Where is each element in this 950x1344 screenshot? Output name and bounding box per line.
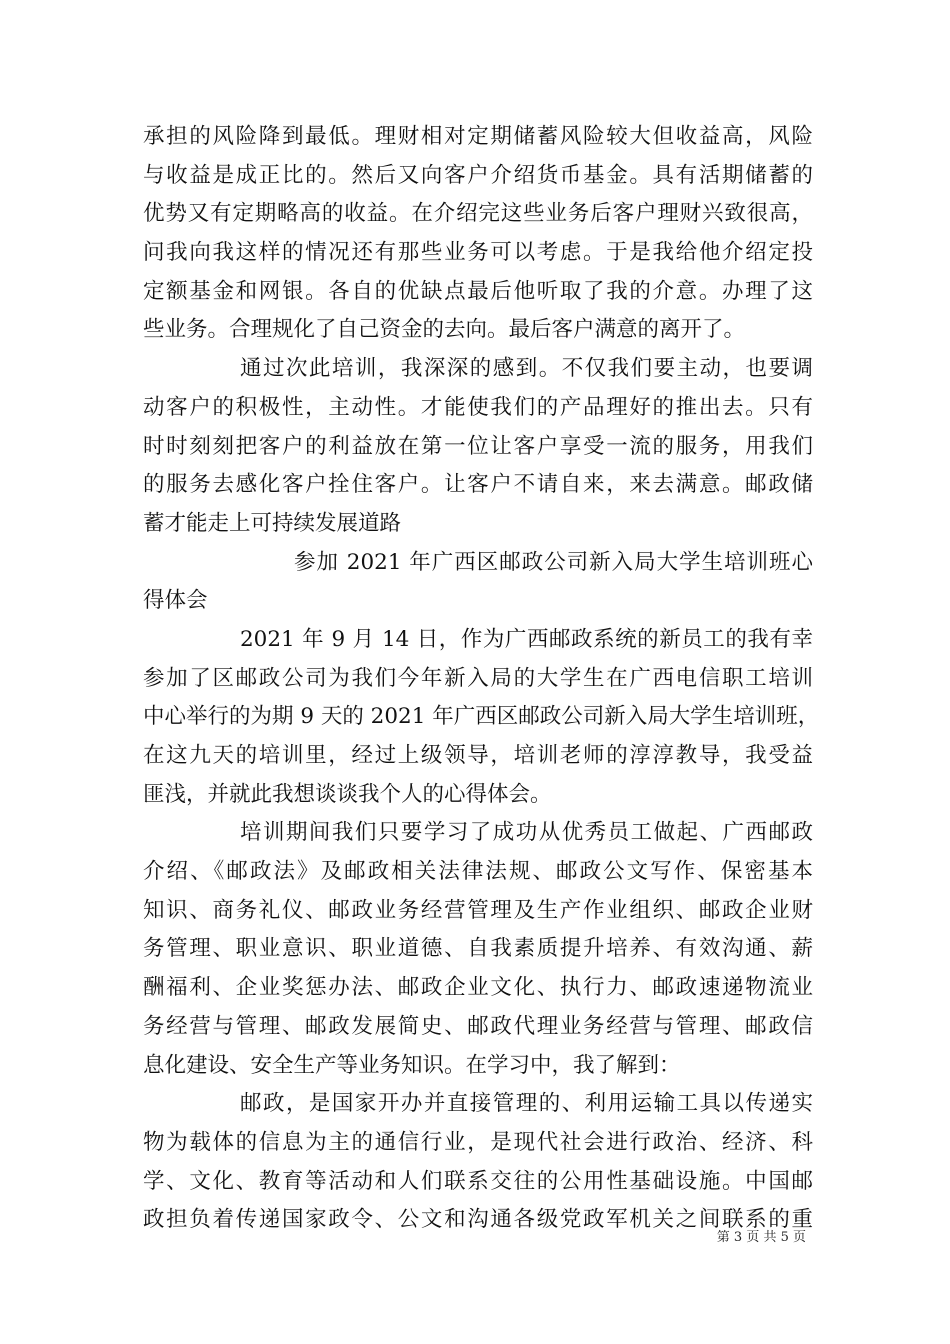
text-line: 知识、商务礼仪、邮政业务经营管理及生产作业组织、邮政企业财	[143, 897, 813, 923]
text-line: 介绍、《邮政法》及邮政相关法律法规、邮政公文写作、保密基本	[143, 859, 813, 885]
text-line: 定额基金和网银。各自的优缺点最后他听取了我的介意。办理了这	[143, 278, 813, 304]
text-line: 务管理、职业意识、职业道德、自我素质提升培养、有效沟通、薪	[143, 936, 813, 962]
text-line: 时时刻刻把客户的利益放在第一位让客户享受一流的服务，用我们	[143, 433, 813, 459]
text-line: 优势又有定期略高的收益。在介绍完这些业务后客户理财兴致很高，	[143, 201, 813, 227]
text-line: 匪浅，并就此我想谈谈我个人的心得体会。	[143, 781, 552, 807]
text-line: 动客户的积极性，主动性。才能使我们的产品理好的推出去。只有	[143, 394, 813, 420]
text-line: 些业务。合理规化了自己资金的去向。最后客户满意的离开了。	[143, 317, 746, 343]
text-line: 与收益是成正比的。然后又向客户介绍货币基金。具有活期储蓄的	[143, 162, 813, 188]
text-line: 物为载体的信息为主的通信行业，是现代社会进行政治、经济、科	[143, 1129, 813, 1155]
text-line: 邮政，是国家开办并直接管理的、利用运输工具以传递实	[240, 1091, 813, 1117]
text-line: 学、文化、教育等活动和人们联系交往的公用性基础设施。中国邮	[143, 1168, 813, 1194]
text-line: 务经营与管理、邮政发展简史、邮政代理业务经营与管理、邮政信	[143, 1013, 813, 1039]
document-body	[143, 118, 820, 1240]
text-line: 问我向我这样的情况还有那些业务可以考虑。于是我给他介绍定投	[143, 240, 813, 266]
text-line: 酬福利、企业奖惩办法、邮政企业文化、执行力、邮政速递物流业	[143, 975, 813, 1001]
section-title: 参加 2021 年广西区邮政公司新入局大学生培训班心	[294, 549, 813, 575]
text-line: 通过次此培训，我深深的感到。不仅我们要主动，也要调	[240, 356, 813, 382]
text-line: 蓄才能走上可持续发展道路	[143, 510, 402, 536]
text-line: 承担的风险降到最低。理财相对定期储蓄风险较大但收益高，风险	[143, 124, 813, 149]
text-line: 培训期间我们只要学习了成功从优秀员工做起、广西邮政	[240, 820, 813, 846]
text-line: 中心举行的为期 9 天的 2021 年广西区邮政公司新入局大学生培训班，	[143, 704, 820, 730]
text-line: 参加了区邮政公司为我们今年新入局的大学生在广西电信职工培训	[143, 665, 813, 691]
text-line: 在这九天的培训里，经过上级领导，培训老师的淳淳教导，我受益	[143, 743, 813, 768]
text-line: 2021 年 9 月 14 日，作为广西邮政系统的新员工的我有幸	[240, 626, 813, 652]
section-title: 得体会	[143, 588, 208, 614]
page-number: 第 3 页 共 5 页	[716, 1230, 806, 1245]
text-line: 息化建设、安全生产等业务知识。在学习中，我了解到：	[143, 1052, 681, 1078]
text-line: 的服务去感化客户拴住客户。让客户不请自来，来去满意。邮政储	[143, 472, 813, 498]
text-line: 政担负着传递国家政令、公文和沟通各级党政军机关之间联系的重	[143, 1207, 813, 1233]
